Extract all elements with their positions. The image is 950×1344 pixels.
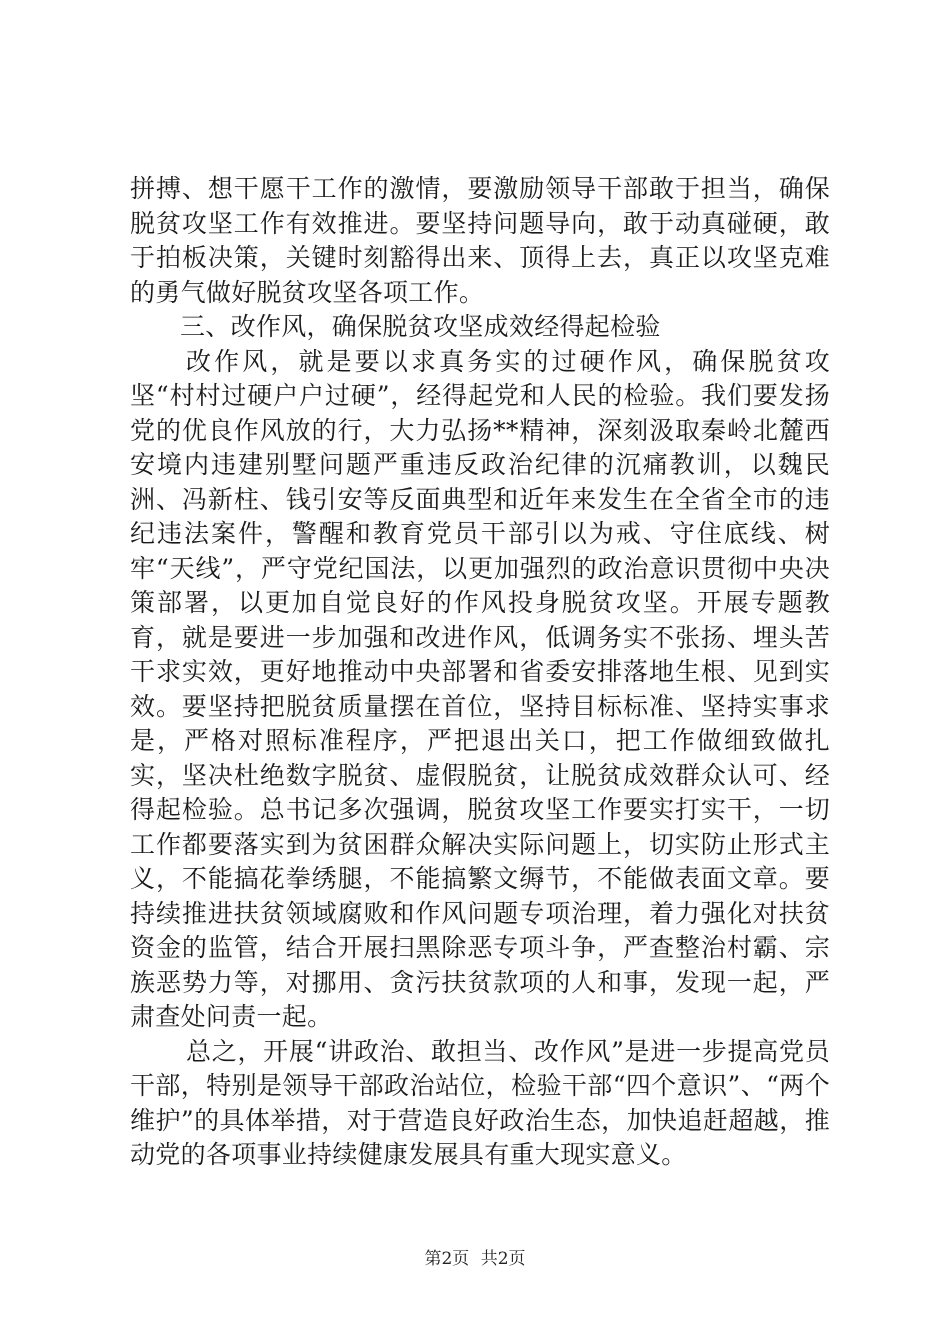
page-number: 第2页 [424,1249,470,1269]
page-total: 共2页 [480,1249,526,1269]
paragraph-body: 改作风，就是要以求真务实的过硬作风，确保脱贫攻坚“村村过硬户户过硬”，经得起党和人民的检验。我们要发扬党的优良作风放的行，大力弘扬**精神，深刻汲取秦岭北麓西安境内违建别墅问题严重违反政治纪律的沉痛教训，以魏民洲、冯新柱、钱引安等反面典型和近年来发生在全省全市的违纪违法案件，警醒和教育党员干部引以为戒、守住底线、树牢“天线”，严守党纪国法，以更加强烈的政治意识贯彻中央决策部署，以更加自觉良好的作风投身脱贫攻坚。开展专题教育，就是要进一步加强和改进作风，低调务实不张扬、埋头苦干求实效，更好地推动中央部署和省委安排落地生根、见到实效。要坚持把脱贫质量摆在首位，坚持目标标准、坚持实事求是，严格对照标准程序，严把退出关口，把工作做细致做扎实，坚决杜绝数字脱贫、虚假脱贫，让脱贫成效群众认可、经得起检验。总书记多次强调，脱贫攻坚工作要实打实干，一切工作都要落实到为贫困群众解决实际问题上，切实防止形式主义，不能搞花拳绣腿，不能搞繁文缛节，不能做表面文章。要持续推进扶贫领域腐败和作风问题专项治理，着力强化对扶贫资金的监管，结合开展扫黑除恶专项斗争，严查整治村霸、宗族恶势力等，对挪用、贪污扶贫款项的人和事，发现一起，严肃查处问责一起。 [130,346,830,1031]
document-body [130,172,830,1173]
paragraph-conclusion: 总之，开展“讲政治、敢担当、改作风”是进一步提高党员干部，特别是领导干部政治站位，检验干部“四个意识”、“两个维护”的具体举措，对于营造良好政治生态，加快追赶超越，推动党的各项事业持续健康发展具有重大现实意义。 [130,1036,830,1169]
paragraph-continuation: 拼搏、想干愿干工作的激情，要激励领导干部敢于担当，确保脱贫攻坚工作有效推进。要坚持问题导向，敢于动真碰硬，敢于拍板决策，关键时刻豁得出来、顶得上去，真正以攻坚克难的勇气做好脱贫攻坚各项工作。 [130,174,830,307]
section-heading: 三、改作风，确保脱贫攻坚成效经得起检验 [180,312,661,341]
page-footer [0,1244,950,1269]
